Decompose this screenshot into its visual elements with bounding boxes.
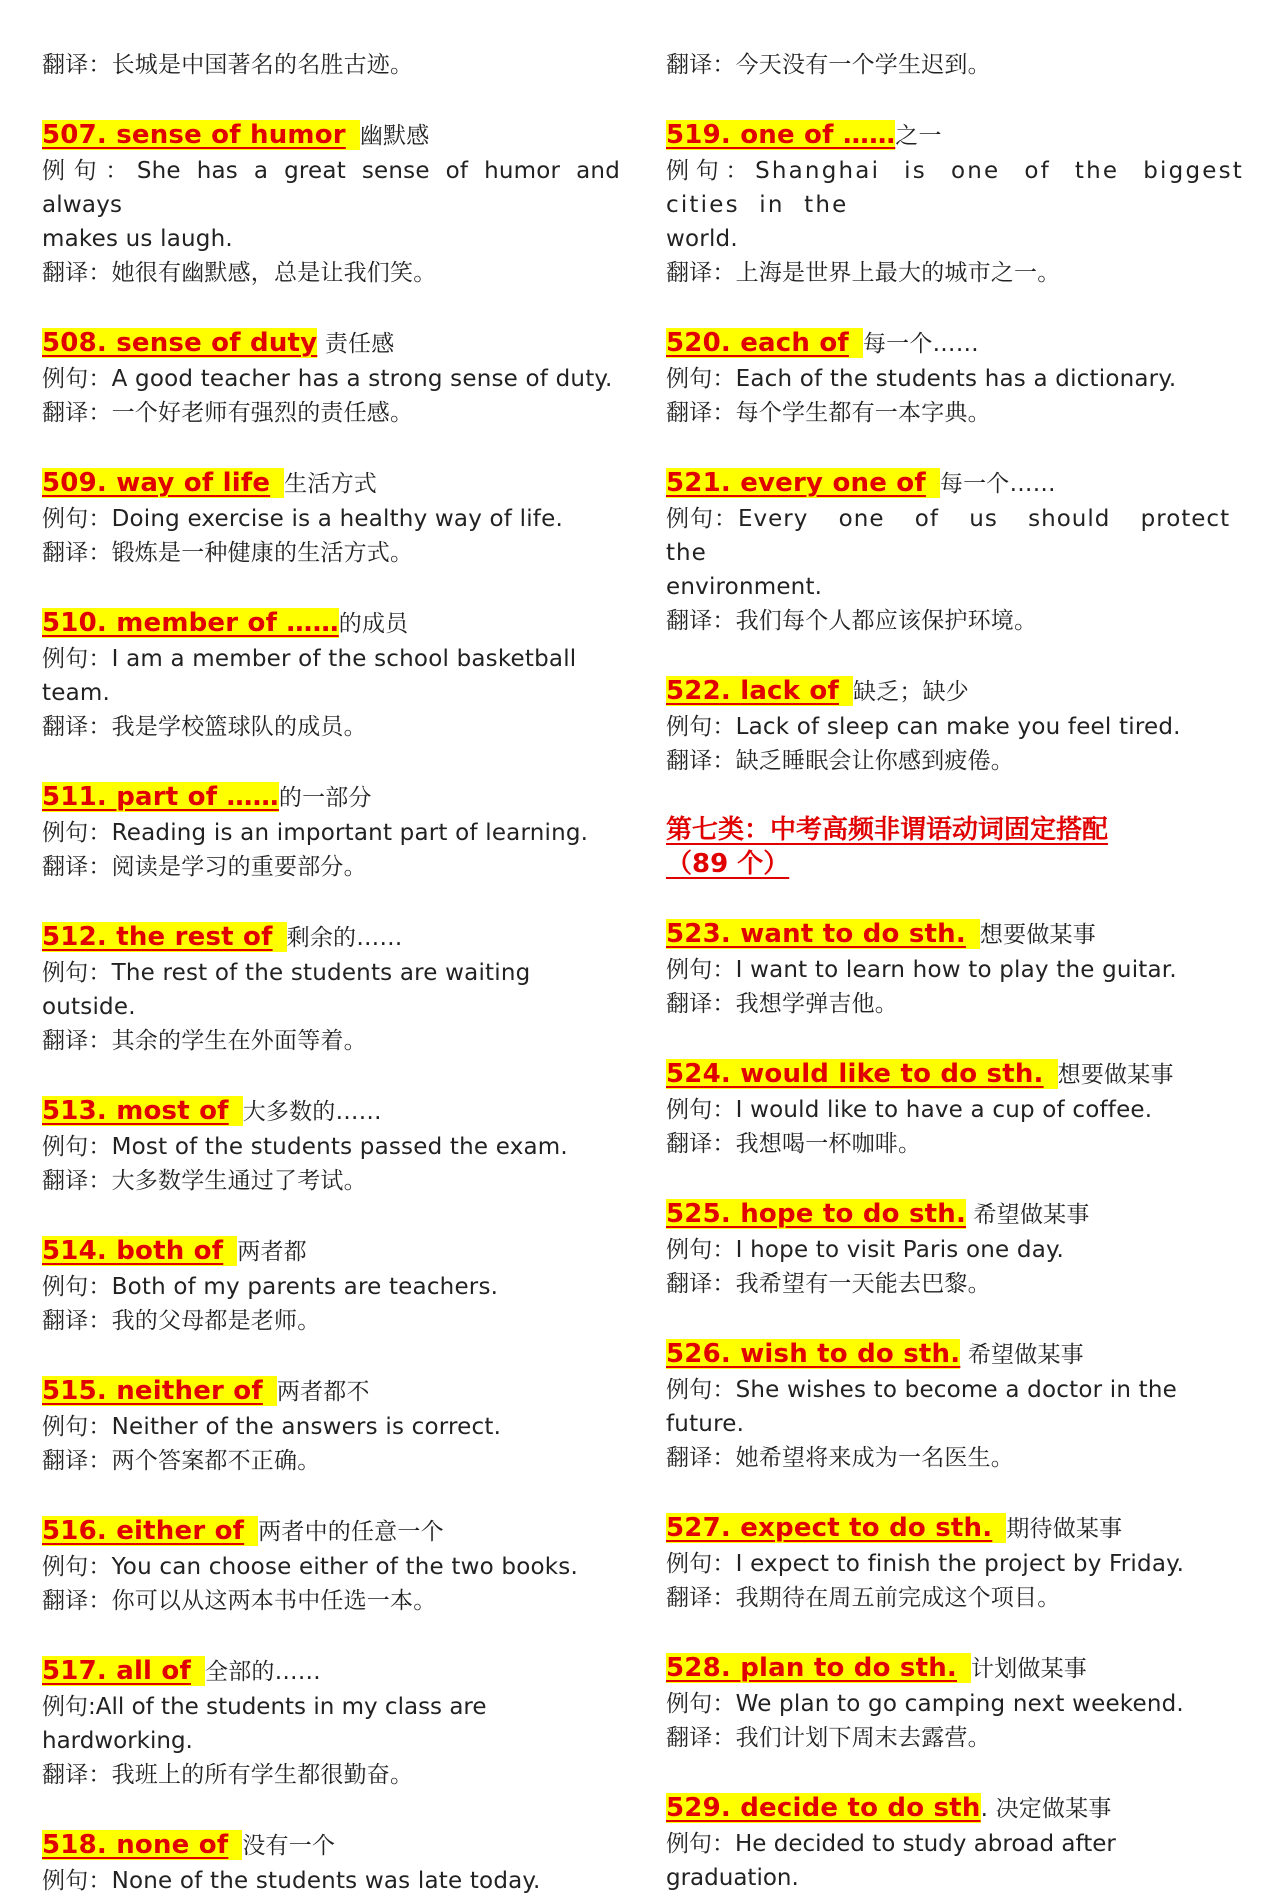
- example-sentence: 例句：Each of the students has a dictionary.: [666, 366, 1177, 392]
- phrase-term: 507. sense of humor: [42, 120, 360, 150]
- phrase-meaning: 希望做某事: [966, 1202, 1090, 1228]
- phrase-term: 529. decide to do sth: [666, 1793, 981, 1823]
- phrase-term: 527. expect to do sth.: [666, 1513, 1006, 1543]
- phrase-heading: [42, 1373, 620, 1410]
- phrase-term: 517. all of: [42, 1656, 205, 1686]
- phrase-heading: [42, 117, 620, 154]
- phrase-heading: [42, 1233, 620, 1270]
- example-sentence: 例句：Shanghai is one of the biggest cities in the: [666, 158, 1264, 218]
- example-sentence: 例句：He decided to study abroad after graduation.: [666, 1831, 1124, 1891]
- phrase-heading: [42, 465, 620, 502]
- example-sentence: 例句：Lack of sleep can make you feel tired.: [666, 714, 1181, 740]
- phrase-heading: [42, 779, 620, 816]
- phrase-meaning: 的成员: [338, 611, 409, 637]
- phrase-term: 511. part of ……: [42, 782, 279, 812]
- translation-line: 翻译：我班上的所有学生都很勤奋。: [42, 1762, 414, 1788]
- phrase-meaning: 每一个……: [939, 471, 1056, 497]
- phrase-term: 522. lack of: [666, 676, 853, 706]
- phrase-meaning: 每一个……: [862, 331, 979, 357]
- phrase-heading: [666, 916, 1244, 953]
- translation-line: 翻译：我希望有一天能去巴黎。: [666, 1271, 991, 1297]
- phrase-meaning: 全部的……: [205, 1659, 321, 1685]
- phrase-term: 525. hope to do sth.: [666, 1199, 967, 1229]
- translation-line: 翻译：锻炼是一种健康的生活方式。: [42, 540, 414, 566]
- translation-line: 翻译：每个学生都有一本字典。: [666, 400, 991, 426]
- phrase-meaning: 想要做某事: [1057, 1062, 1174, 1088]
- translation-line: 翻译：大多数学生通过了考试。: [42, 1168, 367, 1194]
- phrase-heading: [666, 117, 1244, 154]
- section-title-count: （89 个）: [666, 849, 790, 879]
- phrase-term: 520. each of: [666, 328, 863, 358]
- phrase-term: 521. every one of: [666, 468, 940, 498]
- phrase-term: 518. none of: [42, 1830, 242, 1860]
- phrase-term: 515. neither of: [42, 1376, 277, 1406]
- example-sentence: 例句：Both of my parents are teachers.: [42, 1274, 499, 1300]
- phrase-heading: [42, 605, 620, 642]
- phrase-meaning: 剩余的……: [286, 925, 403, 951]
- phrase-term: 519. one of ……: [666, 120, 896, 150]
- translation-line: 翻译：两个答案都不正确。: [42, 1448, 321, 1474]
- phrase-meaning: 的一部分: [278, 785, 372, 811]
- phrase-meaning: 之一: [895, 123, 942, 149]
- phrase-heading: [666, 465, 1244, 502]
- example-sentence: 例句：The rest of the students are waiting outside.: [42, 960, 538, 1020]
- example-sentence: 例句：I expect to finish the project by Friday.: [666, 1551, 1185, 1577]
- phrase-meaning: 希望做某事: [960, 1342, 1084, 1368]
- phrase-heading: [666, 325, 1244, 362]
- phrase-meaning: 计划做某事: [971, 1656, 1087, 1682]
- translation-line: 翻译：我们计划下周末去露营。: [666, 1725, 991, 1751]
- phrase-heading: [666, 1336, 1244, 1373]
- phrase-term: 516. either of: [42, 1516, 258, 1546]
- phrase-meaning: 期待做某事: [1006, 1516, 1123, 1542]
- phrase-heading: [42, 325, 620, 362]
- phrase-heading: [666, 1510, 1244, 1547]
- phrase-meaning: 责任感: [317, 331, 395, 357]
- phrase-term: 528. plan to do sth.: [666, 1653, 971, 1683]
- phrase-heading: [42, 1513, 620, 1550]
- translation-line: 翻译：长城是中国著名的名胜古迹。: [42, 52, 414, 78]
- phrase-heading: [42, 1093, 620, 1130]
- phrase-meaning: 幽默感: [359, 123, 430, 149]
- example-sentence: 例句：She has a great sense of humor and always: [42, 158, 628, 218]
- phrase-term: 523. want to do sth.: [666, 919, 980, 949]
- example-sentence: 例句：A good teacher has a strong sense of duty.: [42, 366, 613, 392]
- phrase-meaning: 两者中的任意一个: [258, 1519, 444, 1545]
- phrase-heading: [666, 1650, 1244, 1687]
- example-sentence: 例句：Reading is an important part of learning.: [42, 820, 589, 846]
- translation-line: 翻译：我想学弹吉他。: [666, 991, 898, 1017]
- translation-line: 翻译：缺乏睡眠会让你感到疲倦。: [666, 748, 1014, 774]
- example-sentence-continued: world.: [666, 226, 738, 252]
- phrase-meaning: 两者都不: [276, 1379, 370, 1405]
- example-sentence: 例句：Neither of the answers is correct.: [42, 1414, 502, 1440]
- right-column: [666, 48, 1264, 1895]
- example-sentence-continued: makes us laugh.: [42, 226, 233, 252]
- example-sentence: 例句:All of the students in my class are hardworking.: [42, 1694, 494, 1754]
- phrase-term: 508. sense of duty: [42, 328, 318, 358]
- phrase-heading: [42, 1653, 620, 1690]
- example-sentence: 例句：She wishes to become a doctor in the future.: [666, 1377, 1185, 1437]
- translation-line: 翻译：我们每个人都应该保护环境。: [666, 608, 1038, 634]
- phrase-heading: [42, 1827, 620, 1864]
- translation-line: 翻译：我的父母都是老师。: [42, 1308, 321, 1334]
- example-sentence-continued: environment.: [666, 574, 823, 600]
- phrase-heading: [666, 1196, 1244, 1233]
- translation-line: 翻译：阅读是学习的重要部分。: [42, 854, 367, 880]
- example-sentence: 例句：Every one of us should protect the: [666, 506, 1261, 566]
- phrase-heading: [666, 1056, 1244, 1093]
- phrase-term: 513. most of: [42, 1096, 243, 1126]
- translation-line: 翻译：我期待在周五前完成这个项目。: [666, 1585, 1061, 1611]
- example-sentence: 例句：I want to learn how to play the guitar.: [666, 957, 1177, 983]
- example-sentence: 例句：I am a member of the school basketball team.: [42, 646, 584, 706]
- phrase-term: 526. wish to do sth.: [666, 1339, 961, 1369]
- phrase-meaning: 生活方式: [284, 471, 377, 497]
- left-column: [42, 48, 628, 1898]
- translation-line: 翻译：她很有幽默感，总是让我们笑。: [42, 260, 437, 286]
- translation-line: 翻译：你可以从这两本书中任选一本。: [42, 1588, 437, 1614]
- translation-line: 翻译：上海是世界上最大的城市之一。: [666, 260, 1061, 286]
- example-sentence: 例句：Doing exercise is a healthy way of life.: [42, 506, 563, 532]
- phrase-term: 524. would like to do sth.: [666, 1059, 1058, 1089]
- phrase-meaning: . 决定做某事: [980, 1796, 1112, 1822]
- translation-line: 翻译：其余的学生在外面等着。: [42, 1028, 367, 1054]
- phrase-term: 509. way of life: [42, 468, 284, 498]
- translation-line: 翻译：我是学校篮球队的成员。: [42, 714, 367, 740]
- example-sentence: 例句：Most of the students passed the exam.: [42, 1134, 568, 1160]
- example-sentence: 例句：You can choose either of the two books.: [42, 1554, 578, 1580]
- phrase-meaning: 没有一个: [242, 1833, 336, 1859]
- example-sentence: 例句：I hope to visit Paris one day.: [666, 1237, 1065, 1263]
- example-sentence: 例句：We plan to go camping next weekend.: [666, 1691, 1184, 1717]
- phrase-term: 514. both of: [42, 1236, 237, 1266]
- phrase-term: 510. member of ……: [42, 608, 339, 638]
- phrase-meaning: 缺乏；缺少: [853, 679, 969, 705]
- translation-line: 翻译：她希望将来成为一名医生。: [666, 1445, 1014, 1471]
- phrase-heading: [666, 1790, 1244, 1827]
- translation-line: 翻译：我想喝一杯咖啡。: [666, 1131, 922, 1157]
- example-sentence: 例句：None of the students was late today.: [42, 1868, 541, 1894]
- translation-line: 翻译：今天没有一个学生迟到。: [666, 52, 991, 78]
- phrase-meaning: 两者都: [237, 1239, 307, 1265]
- phrase-term: 512. the rest of: [42, 922, 287, 952]
- translation-line: 翻译：一个好老师有强烈的责任感。: [42, 400, 414, 426]
- phrase-meaning: 大多数的……: [242, 1099, 382, 1125]
- section-title: 第七类：中考高频非谓语动词固定搭配: [666, 815, 1109, 845]
- phrase-heading: [666, 673, 1244, 710]
- phrase-meaning: 想要做某事: [979, 922, 1096, 948]
- phrase-heading: [42, 919, 620, 956]
- example-sentence: 例句：I would like to have a cup of coffee.: [666, 1097, 1153, 1123]
